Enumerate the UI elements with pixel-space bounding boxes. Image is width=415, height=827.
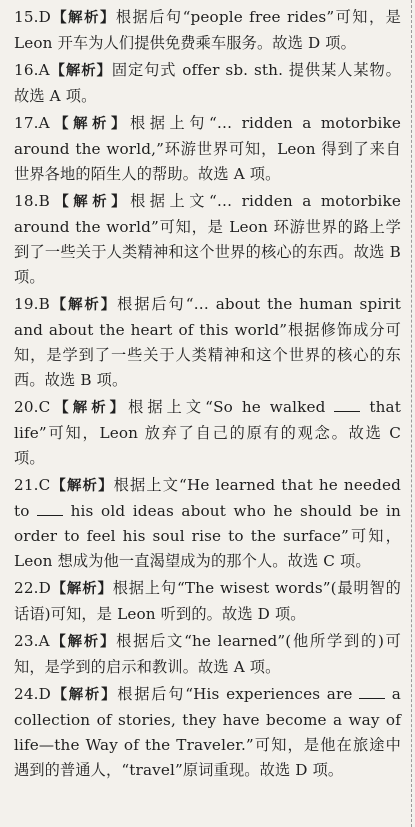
- item-answer: B: [38, 295, 50, 313]
- blank-line: [37, 501, 63, 516]
- blank-line: [334, 397, 360, 412]
- analysis-tag: 【解析】: [49, 194, 131, 210]
- answer-item-21: [14, 473, 401, 574]
- blank-line: [359, 684, 385, 699]
- item-explanation: that life”可知，Leon 放弃了自己的原有的观念。故选 C 项。: [14, 398, 401, 467]
- item-answer: D: [38, 8, 51, 26]
- item-answer: D: [38, 685, 51, 703]
- item-number: 18.: [14, 192, 39, 210]
- analysis-tag: 【解析】: [49, 634, 117, 650]
- item-number: 22.: [14, 579, 39, 597]
- item-answer: A: [38, 114, 50, 132]
- item-explanation: 根据上句“… ridden a motorbike around the world,”环游世界可知，Leon 得到了来自世界各地的陌生人的帮助。故选 A 项。: [14, 114, 401, 183]
- item-explanation: his old ideas about who he should be in order to feel his soul rise to the surface”可知，Leon 想成为他一直渴望成为的那个人。故选 C 项。: [14, 502, 401, 570]
- item-explanation: a collection of stories, they have become a way of life—the Way of the Traveler.”可知，是他在旅途中遇到的普通人，“travel”原词重现。故选 D 项。: [14, 685, 402, 779]
- item-number: 15.: [14, 8, 39, 26]
- item-number: 21.: [14, 476, 39, 494]
- analysis-tag: 【解析】: [50, 10, 116, 26]
- analysis-tag: 【解析】: [50, 400, 129, 416]
- analysis-tag: 【解析】: [50, 687, 118, 703]
- analysis-tag: 【解析】: [49, 116, 130, 132]
- answer-item-16: [14, 58, 401, 109]
- item-number: 20.: [14, 398, 39, 416]
- dashed-margin-rule: [411, 0, 412, 827]
- item-answer: A: [38, 632, 50, 650]
- item-number: 19.: [14, 295, 39, 313]
- item-explanation: 根据后文“he learned”(他所学到的)可知，是学到的启示和教训。故选 A 项。: [14, 632, 401, 676]
- analysis-tag: 【解析】: [50, 478, 114, 494]
- item-explanation: 固定句式 offer sb. sth. 提供某人某物。故选 A 项。: [14, 61, 401, 105]
- answer-item-23: [14, 629, 401, 680]
- answer-item-24: [14, 682, 401, 783]
- answer-item-20: [14, 395, 401, 471]
- item-number: 23.: [14, 632, 39, 650]
- item-explanation-before-blank: 根据后句“His experiences are: [117, 685, 353, 703]
- item-number: 16.: [14, 61, 39, 79]
- item-answer: C: [38, 398, 51, 416]
- item-explanation-before-blank: 根据上文“He learned that he needed to: [14, 476, 401, 520]
- item-number: 24.: [14, 685, 39, 703]
- item-explanation: 根据后句“… about the human spirit and about the heart of this world”根据修饰成分可知，是学到了一些关于人类精神和这个世界的核心的东西。故选 B 项。: [14, 295, 402, 389]
- answer-item-15: [14, 5, 401, 56]
- answer-item-19: [14, 292, 401, 393]
- item-explanation: 根据上文“… ridden a motorbike around the world”可知，是 Leon 环游世界的路上学到了一些关于人类精神和这个世界的核心的东西。故选 B 项。: [14, 192, 401, 286]
- analysis-tag: 【解析】: [49, 63, 112, 79]
- item-explanation-before-blank: 根据上文“So he walked: [128, 398, 326, 416]
- item-answer: A: [38, 61, 50, 79]
- answer-item-17: [14, 111, 401, 187]
- item-explanation: 根据后句“people free rides”可知，是Leon 开车为人们提供免费乘车服务。故选 D 项。: [14, 8, 401, 52]
- answer-item-22: [14, 576, 401, 627]
- item-number: 17.: [14, 114, 39, 132]
- item-explanation: 根据上句“The wisest words”(最明智的话语)可知，是 Leon 听到的。故选 D 项。: [14, 579, 401, 623]
- analysis-tag: 【解析】: [49, 297, 118, 313]
- item-answer: C: [38, 476, 51, 494]
- answer-item-18: [14, 189, 401, 290]
- item-answer: B: [38, 192, 50, 210]
- analysis-tag: 【解析】: [50, 581, 113, 597]
- item-answer: D: [38, 579, 51, 597]
